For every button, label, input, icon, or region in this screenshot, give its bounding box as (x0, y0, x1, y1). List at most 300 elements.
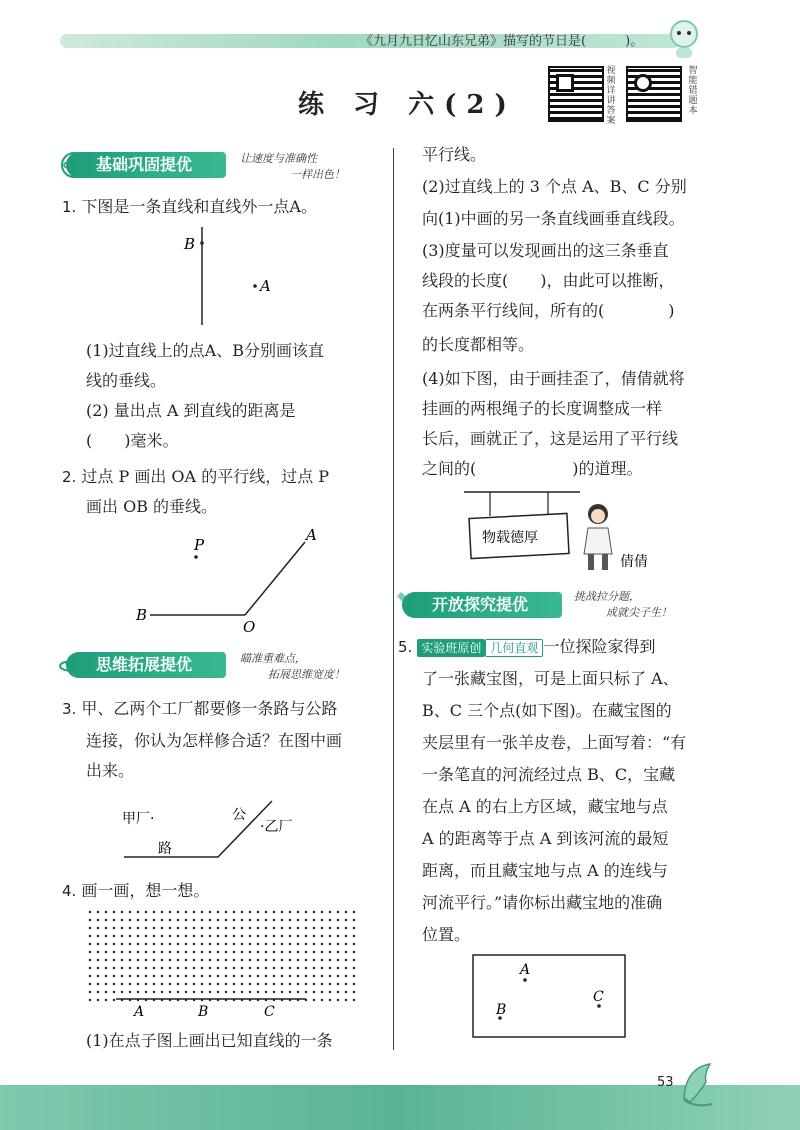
grid-dot (217, 959, 219, 961)
grid-dot (233, 959, 235, 961)
grid-dot (185, 991, 187, 993)
grid-dot (145, 935, 147, 937)
grid-dot (129, 991, 131, 993)
grid-dot (289, 911, 291, 913)
grid-dot (177, 983, 179, 985)
grid-dot (257, 959, 259, 961)
grid-dot (257, 975, 259, 977)
grid-dot (305, 983, 307, 985)
grid-dot (329, 911, 331, 913)
grid-dot (121, 911, 123, 913)
grid-dot (193, 975, 195, 977)
grid-dot (241, 943, 243, 945)
q1-sub1-line1: (1)过直线上的点A、B分别画该直 (86, 341, 324, 360)
grid-dot (129, 951, 131, 953)
grid-dot (137, 927, 139, 929)
grid-dot (121, 983, 123, 985)
grid-dot (121, 959, 123, 961)
grid-dot (129, 975, 131, 977)
grid-dot (105, 935, 107, 937)
grid-dot (97, 983, 99, 985)
grid-dot (153, 943, 155, 945)
grid-dot (217, 991, 219, 993)
q2-line1 (62, 462, 329, 492)
grid-dot (265, 951, 267, 953)
grid-dot (105, 959, 107, 961)
q4-sub3-line2: 线段的长度( )，由此可以推断， (422, 271, 675, 290)
grid-dot (209, 951, 211, 953)
grid-dot (241, 991, 243, 993)
grid-dot (105, 943, 107, 945)
grid-dot (161, 959, 163, 961)
girl-name: 倩倩 (620, 554, 648, 570)
map-point-a (523, 978, 527, 982)
grid-dot (185, 935, 187, 937)
grid-dot (233, 943, 235, 945)
grid-dot (169, 991, 171, 993)
grid-dot (129, 935, 131, 937)
grid-dot (249, 935, 251, 937)
grid-dot (345, 919, 347, 921)
grid-dot (153, 951, 155, 953)
grid-dot (161, 943, 163, 945)
grid-dot (337, 975, 339, 977)
grid-dot (89, 999, 91, 1001)
grid-dot (265, 943, 267, 945)
grid-dot (129, 927, 131, 929)
grid-dot (281, 943, 283, 945)
grid-dot (153, 935, 155, 937)
grid-dot (105, 927, 107, 929)
grid-dot (193, 927, 195, 929)
grid-dot (161, 975, 163, 977)
grid-dot (177, 943, 179, 945)
grid-dot (297, 927, 299, 929)
grid-dot (121, 951, 123, 953)
grid-dot (145, 991, 147, 993)
grid-dot (129, 911, 131, 913)
grid-dot (249, 911, 251, 913)
grid-dot (89, 959, 91, 961)
grid-dot (297, 959, 299, 961)
grid-dot (97, 919, 99, 921)
grid-dot (209, 975, 211, 977)
grid-dot (353, 991, 355, 993)
grid-dot (201, 967, 203, 969)
grid-dot (281, 967, 283, 969)
qr-code-icon[interactable] (548, 66, 604, 122)
grid-dot (305, 951, 307, 953)
grid-dot (337, 935, 339, 937)
grid-dot (233, 975, 235, 977)
grid-dot (321, 919, 323, 921)
grid-dot (201, 975, 203, 977)
q2-line2: 画出 OB 的垂线。 (86, 497, 218, 516)
grid-dot (289, 935, 291, 937)
grid-dot (145, 975, 147, 977)
grid-dot (313, 951, 315, 953)
grid-dot (161, 935, 163, 937)
grid-dot (193, 911, 195, 913)
q4-sub3-line4: 的长度都相等。 (422, 335, 535, 354)
grid-dot (89, 919, 91, 921)
grid-dot (145, 959, 147, 961)
grid-dot (217, 951, 219, 953)
grid-dot (345, 967, 347, 969)
q4-dots (89, 911, 355, 1001)
grid-dot (353, 959, 355, 961)
q3-factory-a: 甲厂· (122, 811, 155, 827)
grid-dot (241, 911, 243, 913)
qr-code-icon[interactable] (626, 66, 682, 122)
grid-dot (281, 951, 283, 953)
grid-dot (217, 919, 219, 921)
grid-dot (353, 927, 355, 929)
grid-dot (137, 919, 139, 921)
q4-line1 (62, 876, 209, 906)
grid-dot (113, 919, 115, 921)
grid-dot (185, 967, 187, 969)
grid-dot (249, 919, 251, 921)
grid-dot (273, 911, 275, 913)
grid-dot (193, 935, 195, 937)
grid-dot (289, 975, 291, 977)
grid-dot (233, 951, 235, 953)
grid-dot (145, 943, 147, 945)
q3-highway (124, 801, 272, 857)
grid-dot (169, 911, 171, 913)
grid-dot (89, 975, 91, 977)
grid-dot (257, 943, 259, 945)
section-basic-header: 基础巩固提优 (66, 152, 226, 178)
grid-dot (321, 943, 323, 945)
section-open-header: 开放探究提优 (402, 592, 562, 618)
grid-dot (281, 919, 283, 921)
grid-dot (177, 959, 179, 961)
grid-dot (89, 967, 91, 969)
grid-dot (289, 959, 291, 961)
dolphin-icon (676, 1058, 720, 1112)
grid-dot (249, 959, 251, 961)
grid-dot (209, 927, 211, 929)
grid-dot (345, 927, 347, 929)
section-basic-tag1: 让速度与准确性 (240, 152, 317, 165)
grid-dot (353, 983, 355, 985)
grid-dot (105, 975, 107, 977)
grid-dot (329, 975, 331, 977)
grid-dot (137, 911, 139, 913)
grid-dot (129, 959, 131, 961)
grid-dot (241, 951, 243, 953)
grid-dot (113, 975, 115, 977)
grid-dot (121, 943, 123, 945)
grid-dot (329, 943, 331, 945)
section-open-tag2: 成就尖子生！ (606, 606, 672, 619)
grid-dot (185, 951, 187, 953)
grid-dot (137, 951, 139, 953)
grid-dot (193, 943, 195, 945)
q3-factory-b: ·乙厂 (260, 819, 293, 835)
q2-label-b: B (136, 606, 148, 624)
section-thinking-tag1: 瞄准重难点， (240, 652, 306, 665)
grid-dot (225, 991, 227, 993)
grid-dot (337, 919, 339, 921)
grid-dot (169, 919, 171, 921)
grid-dot (185, 927, 187, 929)
q4-sub3-line3: 在两条平行线间，所有的( ) (422, 301, 675, 320)
grid-dot (153, 911, 155, 913)
grid-dot (185, 975, 187, 977)
grid-dot (257, 983, 259, 985)
grid-dot (305, 967, 307, 969)
grid-dot (169, 935, 171, 937)
grid-dot (305, 991, 307, 993)
grid-dot (249, 983, 251, 985)
grid-dot (257, 967, 259, 969)
grid-dot (249, 951, 251, 953)
grid-dot (353, 911, 355, 913)
grid-dot (121, 927, 123, 929)
grid-dot (209, 911, 211, 913)
grid-dot (321, 927, 323, 929)
grid-dot (329, 951, 331, 953)
grid-dot (241, 983, 243, 985)
grid-dot (193, 959, 195, 961)
grid-dot (257, 935, 259, 937)
grid-dot (169, 975, 171, 977)
grid-dot (281, 927, 283, 929)
qr-caption-left: 视频详讲答案 (606, 66, 616, 126)
grid-dot (105, 919, 107, 921)
section-thinking-tag2: 拓展思维宽度！ (268, 668, 345, 681)
q5-badge2: 几何直观 (485, 639, 543, 657)
grid-dot (153, 927, 155, 929)
q1-figure (170, 225, 290, 330)
grid-dot (233, 991, 235, 993)
grid-dot (209, 935, 211, 937)
grid-dot (313, 943, 315, 945)
grid-dot (161, 927, 163, 929)
grid-dot (153, 959, 155, 961)
q4-sub2-line1: (2)过直线上的 3 个点 A、B、C 分别 (422, 177, 687, 196)
grid-dot (177, 919, 179, 921)
q2-point-p (194, 555, 198, 559)
grid-dot (153, 919, 155, 921)
grid-dot (273, 991, 275, 993)
q4-number: 4. (62, 882, 77, 900)
grid-dot (257, 927, 259, 929)
grid-dot (321, 951, 323, 953)
grid-dot (121, 975, 123, 977)
grid-dot (113, 935, 115, 937)
page-number: 53 (657, 1075, 674, 1090)
grid-dot (265, 975, 267, 977)
grid-dot (97, 999, 99, 1001)
grid-dot (137, 935, 139, 937)
grid-dot (217, 927, 219, 929)
grid-dot (313, 967, 315, 969)
grid-dot (273, 959, 275, 961)
grid-dot (185, 911, 187, 913)
grid-dot (225, 927, 227, 929)
grid-dot (97, 935, 99, 937)
grid-dot (201, 991, 203, 993)
grid-dot (305, 935, 307, 937)
grid-dot (145, 911, 147, 913)
grid-dot (169, 967, 171, 969)
q5-badge: 实验班原创 (417, 639, 485, 657)
grid-dot (273, 983, 275, 985)
grid-dot (233, 927, 235, 929)
grid-dot (209, 959, 211, 961)
grid-dot (273, 919, 275, 921)
grid-dot (145, 919, 147, 921)
grid-dot (305, 943, 307, 945)
grid-dot (137, 967, 139, 969)
grid-dot (209, 991, 211, 993)
grid-dot (353, 975, 355, 977)
grid-dot (345, 975, 347, 977)
grid-dot (281, 935, 283, 937)
q1-sub2-line2: ( )毫米。 (86, 431, 179, 450)
grid-dot (265, 983, 267, 985)
grid-dot (249, 975, 251, 977)
grid-dot (353, 951, 355, 953)
grid-dot (97, 943, 99, 945)
grid-dot (321, 991, 323, 993)
grid-dot (337, 967, 339, 969)
grid-dot (313, 919, 315, 921)
grid-dot (185, 919, 187, 921)
grid-dot (137, 975, 139, 977)
grid-dot (281, 991, 283, 993)
grid-dot (225, 919, 227, 921)
grid-dot (137, 983, 139, 985)
grid-dot (353, 999, 355, 1001)
grid-dot (177, 927, 179, 929)
grid-dot (145, 951, 147, 953)
grid-dot (353, 919, 355, 921)
grid-dot (273, 943, 275, 945)
q4-label-a: A (134, 1004, 145, 1020)
grid-dot (177, 911, 179, 913)
grid-dot (145, 927, 147, 929)
grid-dot (337, 951, 339, 953)
grid-dot (177, 935, 179, 937)
grid-dot (169, 983, 171, 985)
column-divider (393, 148, 394, 1050)
header-quote: 《九月九日忆山东兄弟》描写的节日是( )。 (360, 34, 644, 49)
grid-dot (89, 927, 91, 929)
q2-prompt-line1: 过点 P 画出 OA 的平行线，过点 P (81, 467, 330, 486)
grid-dot (129, 983, 131, 985)
map-label-c: C (593, 989, 604, 1005)
q2-ray-oa (245, 542, 305, 615)
grid-dot (121, 991, 123, 993)
grid-dot (257, 911, 259, 913)
grid-dot (217, 943, 219, 945)
grid-dot (281, 975, 283, 977)
grid-dot (273, 951, 275, 953)
q3-line2: 连接，你认为怎样修合适？在图中画 (86, 731, 343, 750)
grid-dot (257, 991, 259, 993)
section-open-tag1: 挑战拉分题， (574, 590, 640, 603)
grid-dot (97, 927, 99, 929)
grid-dot (241, 967, 243, 969)
section-basic-tag2: 一样出色！ (290, 168, 345, 181)
grid-dot (297, 951, 299, 953)
grid-dot (353, 943, 355, 945)
q4-sub3-line1: (3)度量可以发现画出的这三条垂直 (422, 241, 669, 260)
grid-dot (329, 935, 331, 937)
grid-dot (265, 935, 267, 937)
grid-dot (321, 975, 323, 977)
grid-dot (265, 919, 267, 921)
grid-dot (113, 999, 115, 1001)
grid-dot (329, 959, 331, 961)
grid-dot (257, 919, 259, 921)
grid-dot (233, 967, 235, 969)
grid-dot (161, 919, 163, 921)
q1-number: 1. (62, 198, 77, 216)
q1-text (62, 192, 317, 222)
grid-dot (241, 975, 243, 977)
q5-line9: 河流平行。”请你标出藏宝地的准确 (422, 893, 663, 912)
grid-dot (225, 943, 227, 945)
painting-text: 物载德厚 (482, 530, 538, 546)
grid-dot (241, 935, 243, 937)
grid-dot (89, 935, 91, 937)
grid-dot (161, 991, 163, 993)
grid-dot (249, 991, 251, 993)
grid-dot (305, 975, 307, 977)
q2-label-o: O (243, 618, 256, 635)
grid-dot (113, 911, 115, 913)
grid-dot (105, 911, 107, 913)
grid-dot (249, 927, 251, 929)
grid-dot (273, 967, 275, 969)
grid-dot (89, 991, 91, 993)
qr-caption-right: 智能错题本 (688, 66, 698, 116)
grid-dot (89, 911, 91, 913)
grid-dot (345, 959, 347, 961)
grid-dot (289, 919, 291, 921)
grid-dot (129, 919, 131, 921)
grid-dot (137, 991, 139, 993)
grid-dot (153, 967, 155, 969)
q5-line8: 距离，而且藏宝地与点 A 的连线与 (422, 861, 668, 880)
grid-dot (289, 983, 291, 985)
grid-dot (97, 975, 99, 977)
grid-dot (313, 983, 315, 985)
grid-dot (113, 927, 115, 929)
grid-dot (321, 911, 323, 913)
grid-dot (265, 927, 267, 929)
grid-dot (305, 911, 307, 913)
grid-dot (249, 967, 251, 969)
grid-dot (289, 967, 291, 969)
grid-dot (265, 911, 267, 913)
grid-dot (121, 919, 123, 921)
q5-number: 5. (398, 638, 413, 656)
grid-dot (177, 967, 179, 969)
q3-prompt-line1: 甲、乙两个工厂都要修一条路与公路 (81, 699, 338, 718)
q1-point-b (200, 241, 204, 245)
grid-dot (113, 959, 115, 961)
grid-dot (321, 967, 323, 969)
grid-dot (313, 999, 315, 1001)
grid-dot (225, 951, 227, 953)
